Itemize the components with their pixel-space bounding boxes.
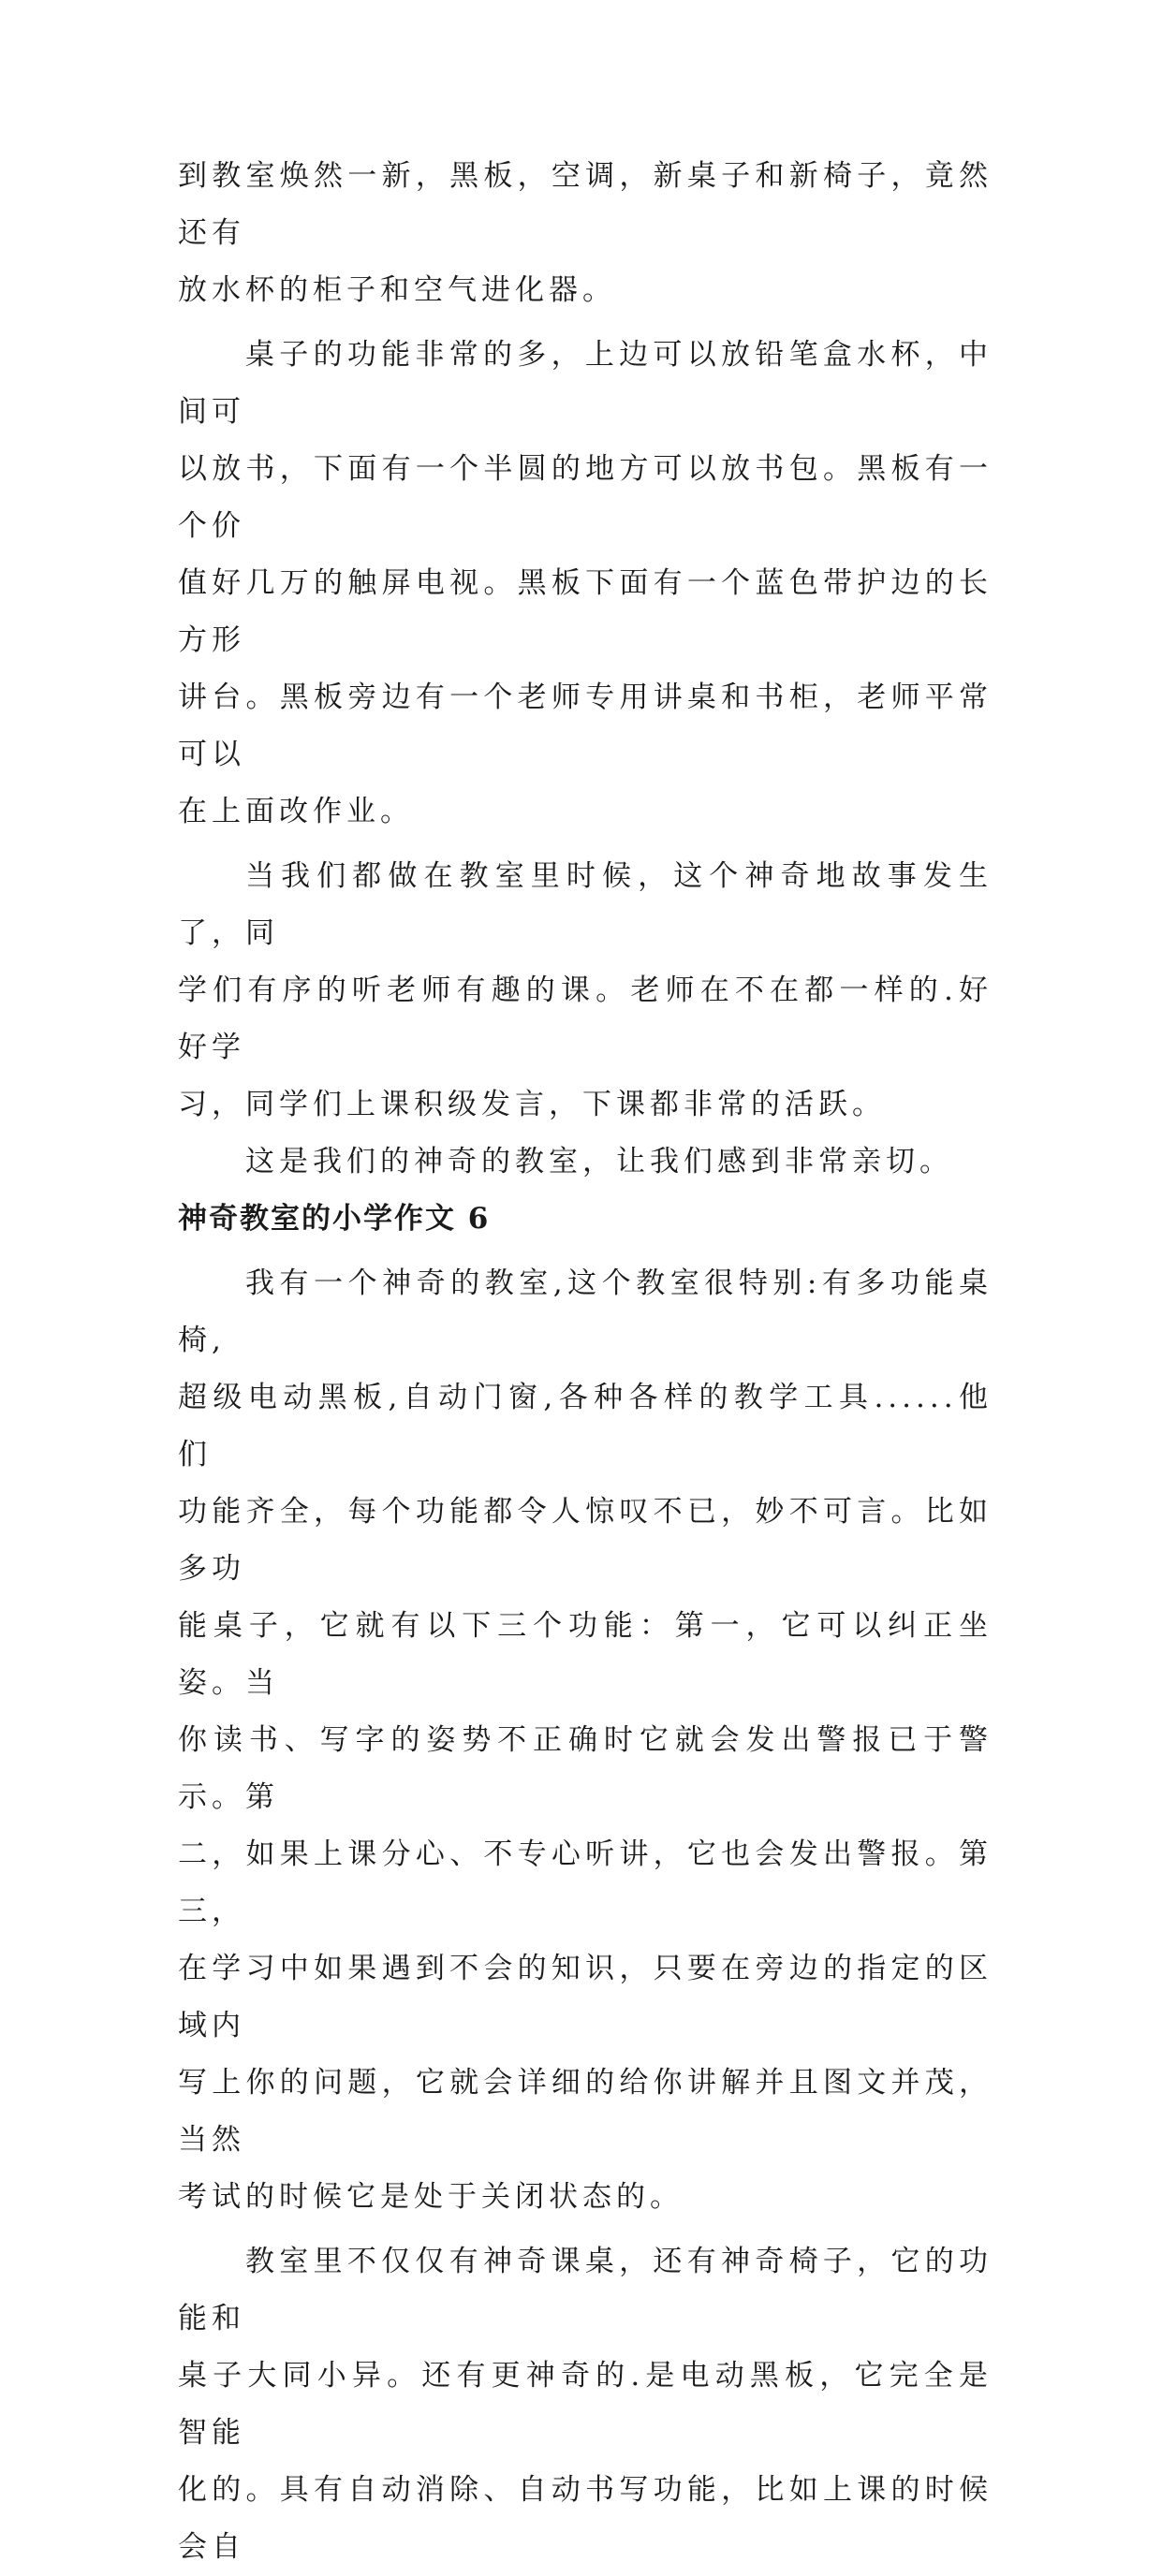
text-line: 在上面改作业。 xyxy=(178,795,414,828)
text-line: 桌子大同小异。还有更神奇的.是电动黑板，它完全是智能 xyxy=(178,2359,993,2450)
text-line: 超级电动黑板,自动门窗,各种各样的教学工具......他们 xyxy=(178,1381,993,1471)
text-line: 写上你的问题，它就会详细的给你讲解并且图文并茂，当然 xyxy=(178,2066,993,2157)
text-line: 化的。具有自动消除、自动书写功能，比如上课的时候会自 xyxy=(178,2473,993,2564)
text-line: 二，如果上课分心、不专心听讲，它也会发出警报。第三， xyxy=(178,1837,993,1928)
text-line: 以放书，下面有一个半圆的地方可以放书包。黑板有一个价 xyxy=(178,452,993,543)
text-line: 考试的时候它是处于关闭状态的。 xyxy=(178,2180,684,2214)
text-line: 桌子的功能非常的多，上边可以放铅笔盒水杯，中间可 xyxy=(178,338,993,429)
text-line: 值好几万的触屏电视。黑板下面有一个蓝色带护边的长方形 xyxy=(178,566,993,657)
paragraph-magic-chair-blackboard xyxy=(178,2233,993,2576)
text-line: 这是我们的神奇的教室，让我们感到非常亲切。 xyxy=(245,1145,953,1178)
text-line: 在学习中如果遇到不会的知识，只要在旁边的指定的区域内 xyxy=(178,1952,993,2042)
text-line: 功能齐全，每个功能都令人惊叹不已，妙不可言。比如多功 xyxy=(178,1495,993,1586)
text-line: 当我们都做在教室里时候，这个神奇地故事发生了，同 xyxy=(178,859,993,950)
paragraph-magic-story xyxy=(178,848,993,1134)
text-line: 教室里不仅仅有神奇课桌，还有神奇椅子，它的功能和 xyxy=(178,2245,993,2335)
paragraph-desk-functions xyxy=(178,327,993,841)
text-line: 放水杯的柜子和空气进化器。 xyxy=(178,273,616,307)
paragraph-magic-classroom xyxy=(178,1255,993,2226)
text-line: 我有一个神奇的教室,这个教室很特别:有多功能桌椅, xyxy=(178,1266,993,1357)
text-line: 习，同学们上课积级发言，下课都非常的活跃。 xyxy=(178,1088,886,1121)
text-line: 讲台。黑板旁边有一个老师专用讲桌和书柜，老师平常可以 xyxy=(178,681,993,771)
paragraph-classroom-renewed xyxy=(178,148,993,319)
paragraph-conclusion xyxy=(178,1134,993,1191)
essay-heading: 神奇教室的小学作文 6 xyxy=(178,1202,491,1236)
text-line: 你读书、写字的姿势不正确时它就会发出警报已于警示。第 xyxy=(178,1723,993,1814)
text-line: 学们有序的听老师有趣的课。老师在不在都一样的.好好学 xyxy=(178,973,993,1064)
text-line: 到教室焕然一新，黑板，空调，新桌子和新椅子，竟然还有 xyxy=(178,159,993,250)
text-line: 能桌子，它就有以下三个功能：第一，它可以纠正坐姿。当 xyxy=(178,1609,993,1700)
document-page xyxy=(178,148,993,2576)
